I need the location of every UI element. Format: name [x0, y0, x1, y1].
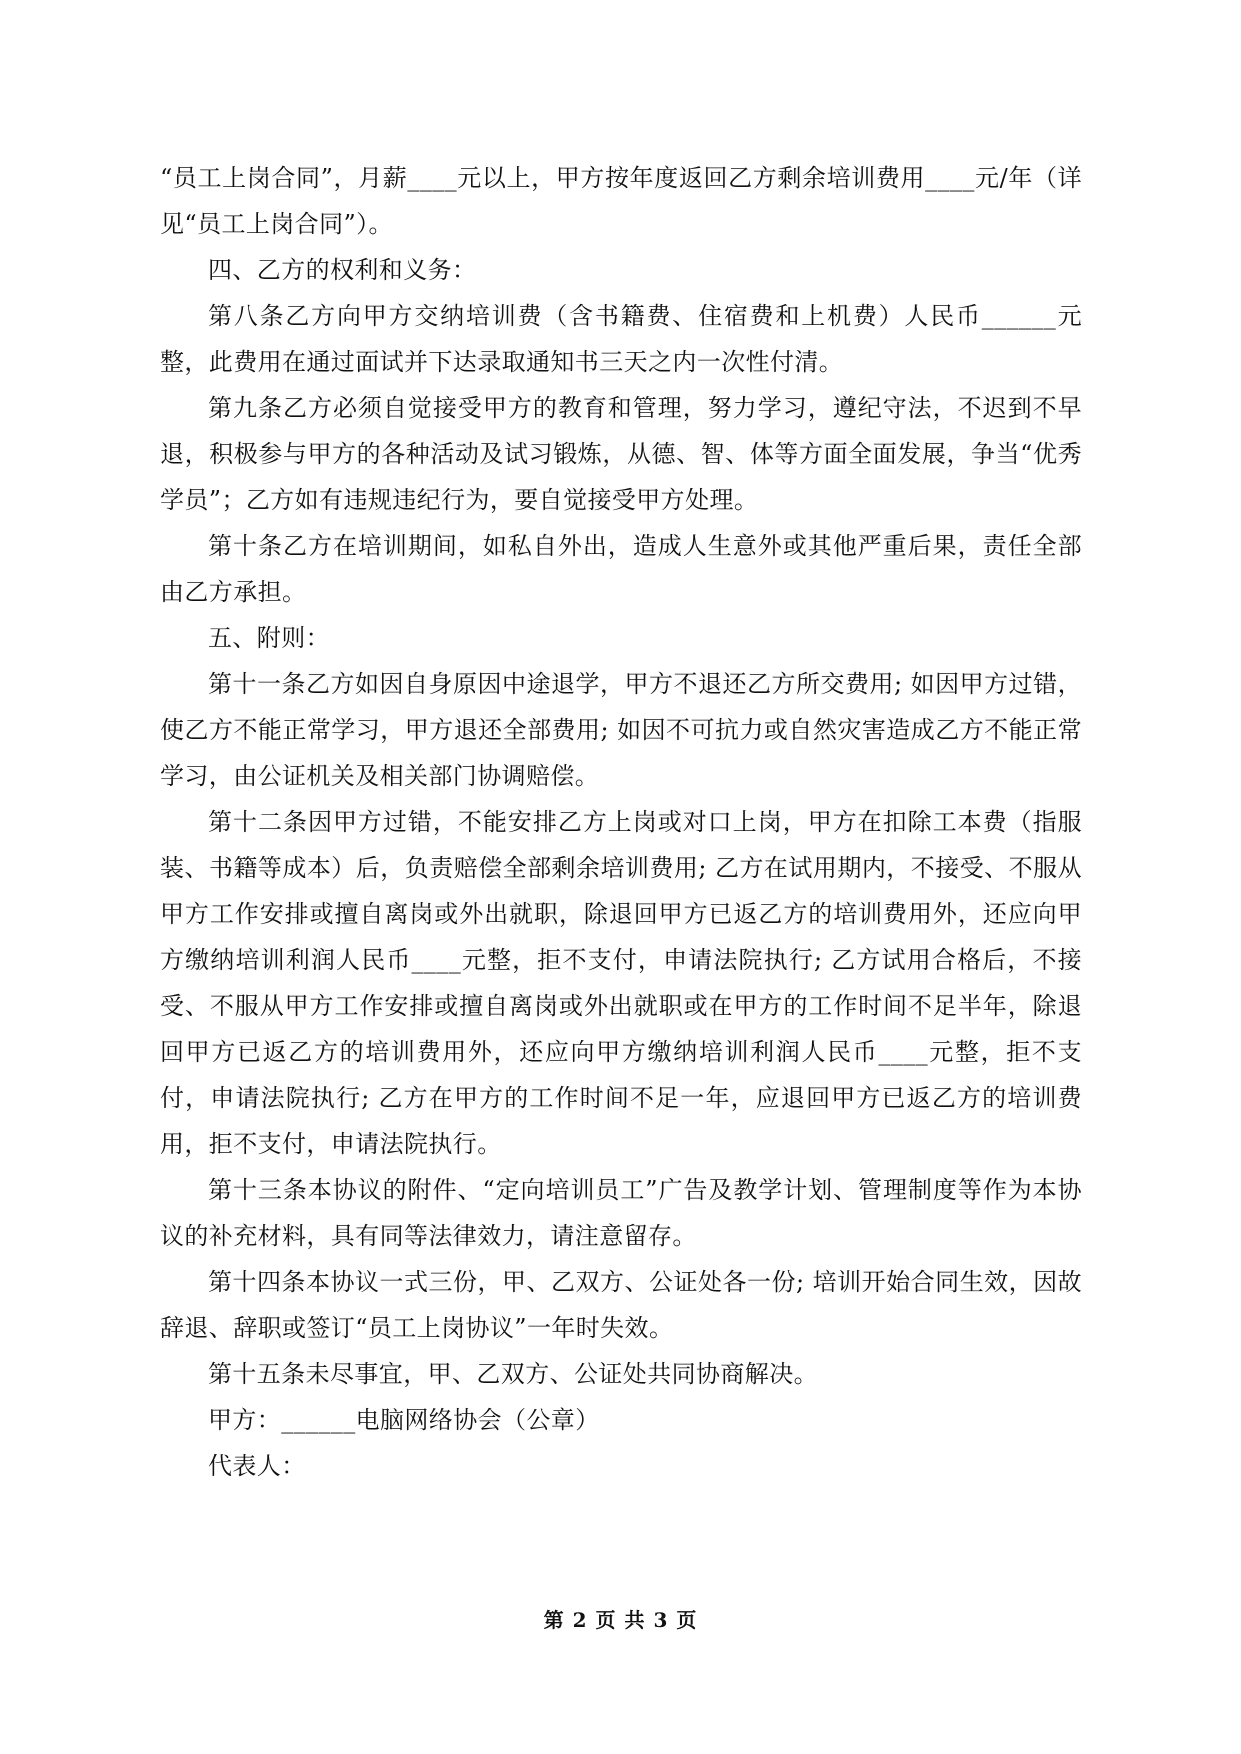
paragraph-salary-continuation: “员工上岗合同”，月薪____元以上，甲方按年度返回乙方剩余培训费用____元/年（详见“员工上岗合同”）。 — [160, 164, 1082, 238]
paragraph-article-11: 第十一条乙方如因自身原因中途退学，甲方不退还乙方所交费用; 如因甲方过错，使乙方不能正常学习，甲方退还全部费用; 如因不可抗力或自然灾害造成乙方不能正常学习，由公证机关及相关部门协调赔偿。 — [160, 670, 1082, 790]
paragraph-article-14: 第十四条本协议一式三份，甲、乙双方、公证处各一份; 培训开始合同生效，因故辞退、辞职或签订“员工上岗协议”一年时失效。 — [160, 1268, 1082, 1342]
document-body — [160, 155, 1082, 1489]
section-heading-rights-obligations: 四、乙方的权利和义务： — [208, 256, 477, 284]
paragraph-article-12: 第十二条因甲方过错，不能安排乙方上岗或对口上岗，甲方在扣除工本费（指服装、书籍等成本）后，负责赔偿全部剩余培训费用; 乙方在试用期内，不接受、不服从甲方工作安排或擅自离岗或外出就职，除退回甲方已返乙方的培训费用外，还应向甲方缴纳培训利润人民币____元整，拒不支付，申请法院执行; 乙方试用合格后，不接受、不服从甲方工作安排或擅自离岗或外出就职或在甲方的工作时间不足半年，除退回甲方已返乙方的培训费用外，还应向甲方缴纳培训利润人民币____元整，拒不支付，申请法院执行; 乙方在甲方的工作时间不足一年，应退回甲方已返乙方的培训费用，拒不支付，申请法院执行。 — [160, 808, 1082, 1158]
paragraph-article-15: 第十五条未尽事宜，甲、乙双方、公证处共同协商解决。 — [208, 1360, 818, 1388]
signature-party-a: 甲方：______电脑网络协会（公章） — [208, 1406, 600, 1434]
section-heading-supplementary: 五、附则： — [208, 624, 330, 652]
paragraph-article-13: 第十三条本协议的附件、“定向培训员工”广告及教学计划、管理制度等作为本协议的补充材料，具有同等法律效力，请注意留存。 — [160, 1176, 1082, 1250]
page-number-footer: 第 2 页 共 3 页 — [543, 1608, 698, 1632]
paragraph-article-9: 第九条乙方必须自觉接受甲方的教育和管理，努力学习，遵纪守法，不迟到不早退，积极参与甲方的各种活动及试习锻炼，从德、智、体等方面全面发展，争当“优秀学员”；乙方如有违规违纪行为，要自觉接受甲方处理。 — [160, 394, 1082, 514]
paragraph-article-10: 第十条乙方在培训期间，如私自外出，造成人生意外或其他严重后果，责任全部由乙方承担。 — [160, 532, 1082, 606]
paragraph-article-8: 第八条乙方向甲方交纳培训费（含书籍费、住宿费和上机费）人民币______元整，此费用在通过面试并下达录取通知书三天之内一次性付清。 — [160, 302, 1082, 376]
signature-representative: 代表人： — [208, 1452, 306, 1480]
